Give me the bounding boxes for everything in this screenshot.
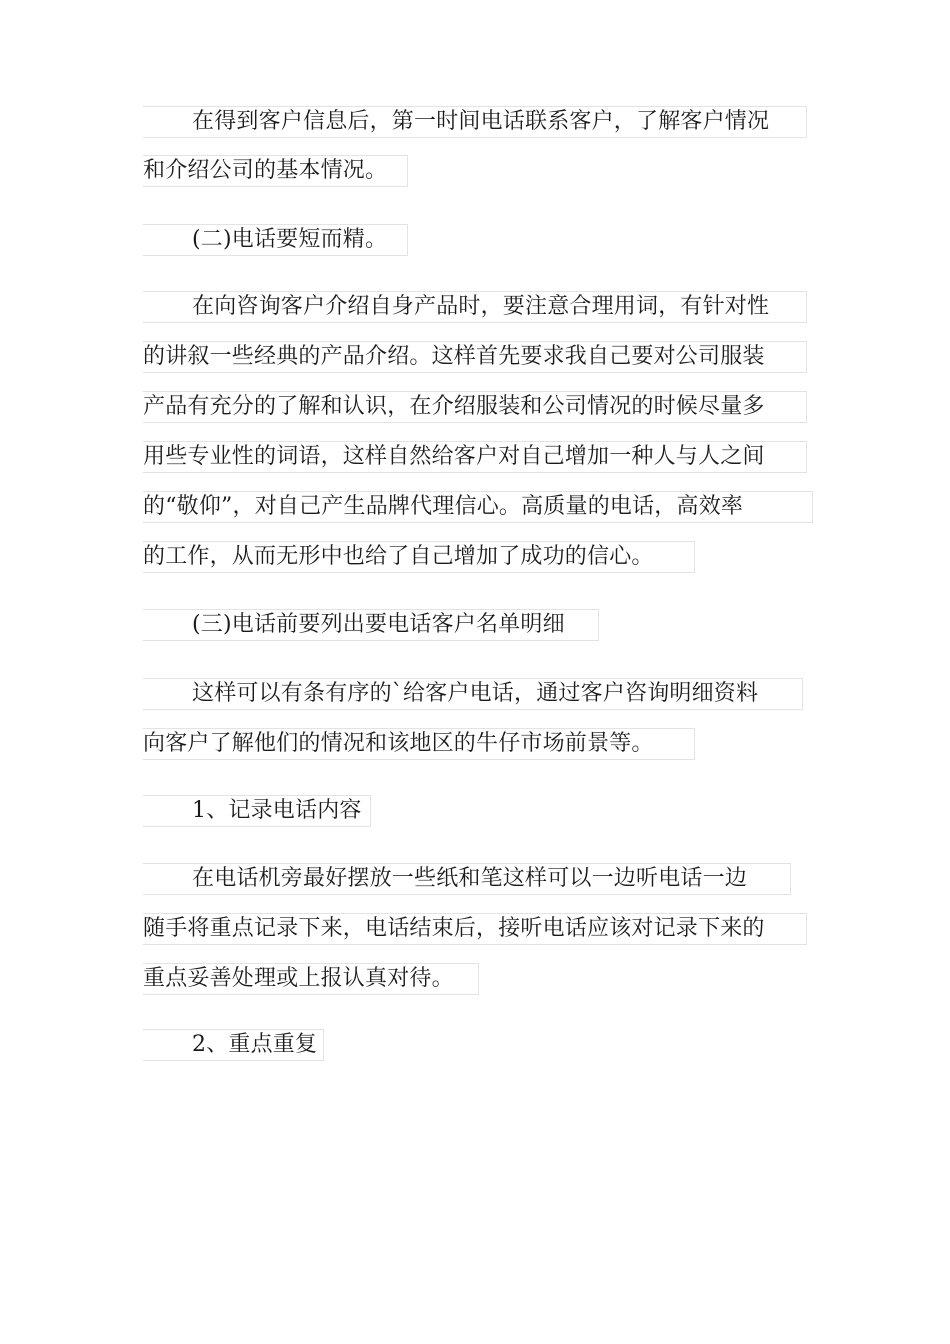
section-heading: (三)电话前要列出要电话客户名单明细 (143, 609, 599, 641)
text-line: 这样可以有条有序的`给客户电话，通过客户咨询明细资料 (143, 678, 803, 710)
section-heading: (二)电话要短而精。 (143, 224, 408, 256)
text-line: 的工作，从而无形中也给了自己增加了成功的信心。 (143, 541, 695, 573)
text-line: 向客户了解他们的情况和该地区的牛仔市场前景等。 (143, 728, 695, 760)
text-line: 产品有充分的了解和认识，在介绍服装和公司情况的时候尽量多 (143, 391, 807, 423)
text-line: 在向咨询客户介绍自身产品时，要注意合理用词，有针对性 (143, 291, 807, 323)
section-heading: 1、记录电话内容 (143, 795, 371, 827)
text-line: 的“敬仰”，对自己产生品牌代理信心。高质量的电话，高效率 (143, 491, 813, 523)
text-line: 在电话机旁最好摆放一些纸和笔这样可以一边听电话一边 (143, 863, 791, 895)
text-line: 的讲叙一些经典的产品介绍。这样首先要求我自己要对公司服装 (143, 341, 807, 373)
text-line: 随手将重点记录下来，电话结束后，接听电话应该对记录下来的 (143, 913, 807, 945)
text-line: 和介绍公司的基本情况。 (143, 155, 408, 187)
section-heading: 2、重点重复 (143, 1029, 324, 1061)
text-line: 在得到客户信息后，第一时间电话联系客户，了解客户情况 (143, 106, 807, 138)
text-line: 重点妥善处理或上报认真对待。 (143, 963, 479, 995)
text-line: 用些专业性的词语，这样自然给客户对自己增加一种人与人之间 (143, 441, 807, 473)
